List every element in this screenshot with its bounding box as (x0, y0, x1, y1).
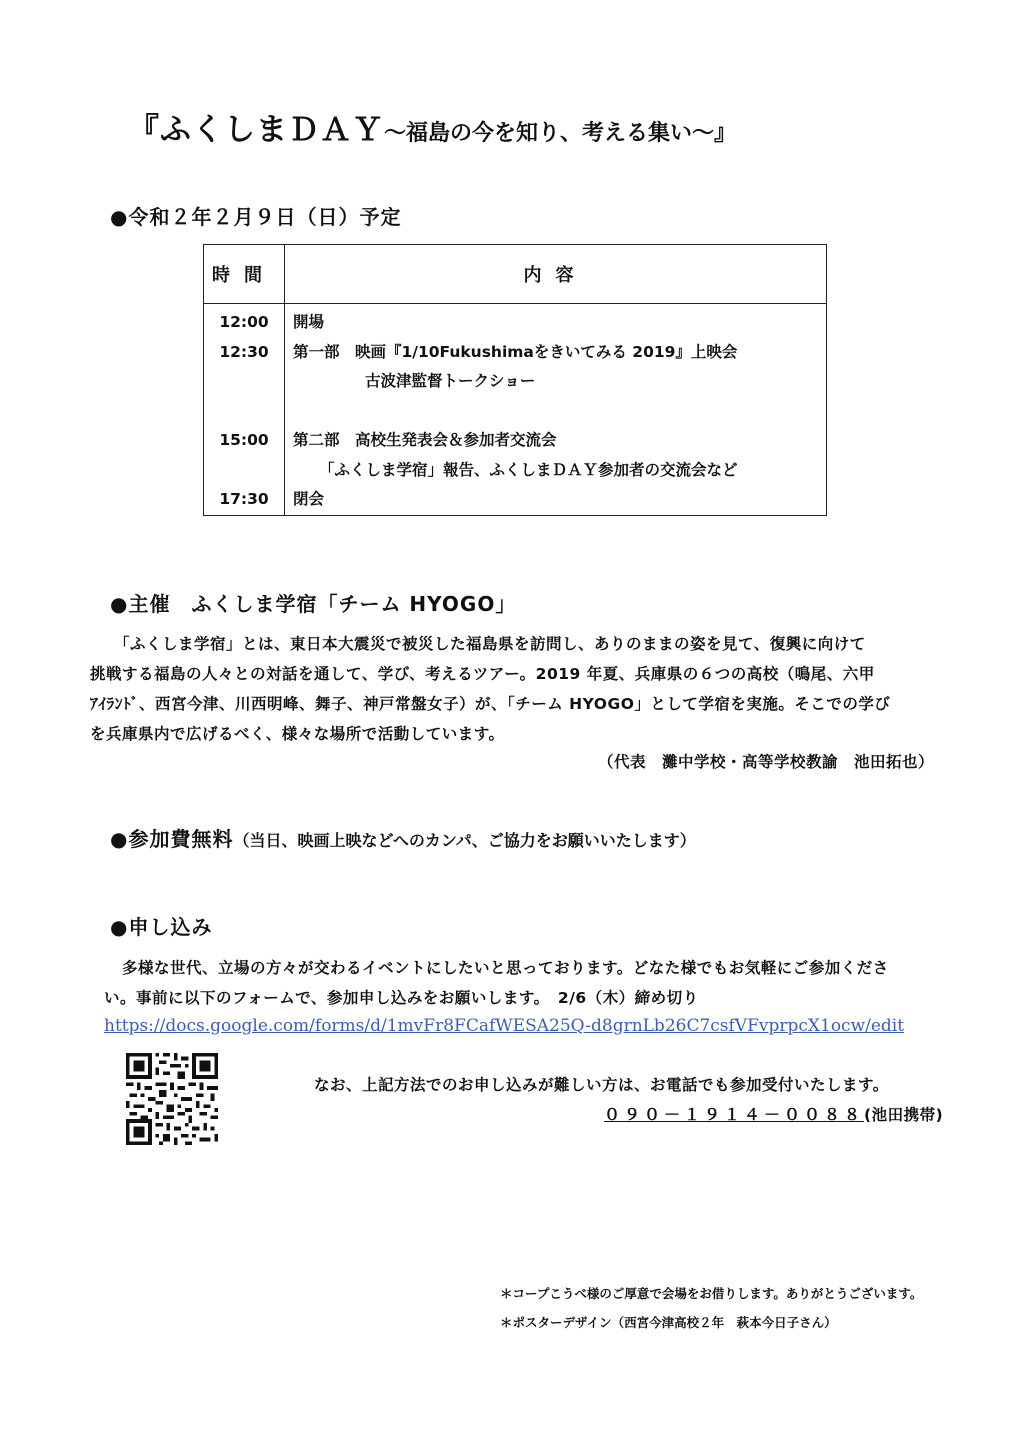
representative: （代表 灘中学校・高等学校教諭 池田拓也） (597, 753, 934, 771)
time-cell (204, 397, 284, 427)
time-cell (204, 456, 284, 486)
time-header: 時間 (204, 245, 285, 304)
time-cell: 12:30 (219, 342, 269, 361)
time-cell (204, 367, 284, 397)
application-form-link[interactable]: https://docs.google.com/forms/d/1mvFr8FCafWESA25Q-d8grnLb26C7csfVFvprpcX1ocw/edit (104, 1016, 905, 1036)
content-line: 開場 (293, 313, 325, 331)
apply-heading: ●申し込み (110, 915, 213, 939)
phone-owner: (池田携帯) (864, 1106, 944, 1124)
content-column (285, 304, 827, 516)
content-line: 閉会 (293, 490, 325, 508)
qr-code-icon (124, 1053, 220, 1145)
fee-title: ●参加費無料 (110, 827, 234, 851)
time-cell: 12:00 (219, 313, 269, 331)
schedule-header-row (204, 245, 827, 304)
title-sub: ～福島の今を知り、考える集い～』 (384, 121, 737, 146)
content-line: 古波津監督トークショー (365, 372, 536, 390)
times-column (204, 304, 285, 516)
content-line: 第二部 高校生発表会＆参加者交流会 (293, 431, 557, 449)
paragraph-line: を兵庫県内で広げるべく、様々な場所で活動しています。 (90, 725, 505, 743)
content-header: 内容 (285, 245, 827, 304)
time-cell: 17:30 (219, 490, 269, 508)
schedule-body-row (204, 304, 827, 516)
organizer-paragraph (90, 629, 890, 749)
paragraph-line: 多様な世代、立場の方々が交わるイベントにしたいと思っております。どなた様でもお気軽にご参加くださ (122, 959, 889, 977)
content-line: 第一部 映画『1/10Fukushimaをきいてみる 2019』上映会 (293, 342, 738, 361)
phone-line (604, 1100, 943, 1130)
date-heading: ●令和２年２月９日（日）予定 (110, 205, 402, 229)
footer-thanks: ＊コープこうべ様のご厚意で会場をお借りします。ありがとうございます。 (500, 1286, 923, 1301)
phone-note: なお、上記方法でのお申し込みが難しい方は、お電話でも参加受付いたします。 (314, 1076, 889, 1094)
content-line (285, 397, 826, 427)
fee-heading (110, 823, 696, 852)
page-title (128, 104, 736, 149)
paragraph-line: 挑戦する福島の人々との対話を通して、学び、考えるツアー。2019 年夏、兵庫県の６つの高校（鳴尾、六甲 (90, 665, 875, 683)
paragraph-line: 「ふくしま学宿」とは、東日本大震災で被災した福島県を訪問し、ありのままの姿を見て、復興に向けて (114, 635, 866, 653)
footer-design-credit: ＊ポスターデザイン（西宮今津高校２年 萩本今日子さん） (500, 1315, 837, 1330)
time-cell: 15:00 (219, 431, 269, 449)
schedule-table (203, 244, 827, 516)
phone-number: ０９０－１９１４－００８８ (604, 1105, 865, 1124)
paragraph-line: ｱｲﾗﾝﾄﾞ、西宮今津、川西明峰、舞子、神戸常盤女子）が、「チーム HYOGO」として学宿を実施。そこでの学び (90, 695, 891, 713)
content-line: 「ふくしま学宿」報告、ふくしまＤＡＹ参加者の交流会など (319, 460, 738, 479)
paragraph-line: い。事前に以下のフォームで、参加申し込みをお願いします。 2/6（木）締め切り (104, 989, 699, 1007)
title-main: 『ふくしまＤＡＹ (128, 112, 384, 148)
apply-paragraph (104, 953, 889, 1013)
fee-note: （当日、映画上映などへのカンパ、ご協力をお願いいたします） (233, 831, 696, 850)
organizer-heading: ●主催 ふくしま学宿「チーム HYOGO」 (110, 592, 517, 616)
